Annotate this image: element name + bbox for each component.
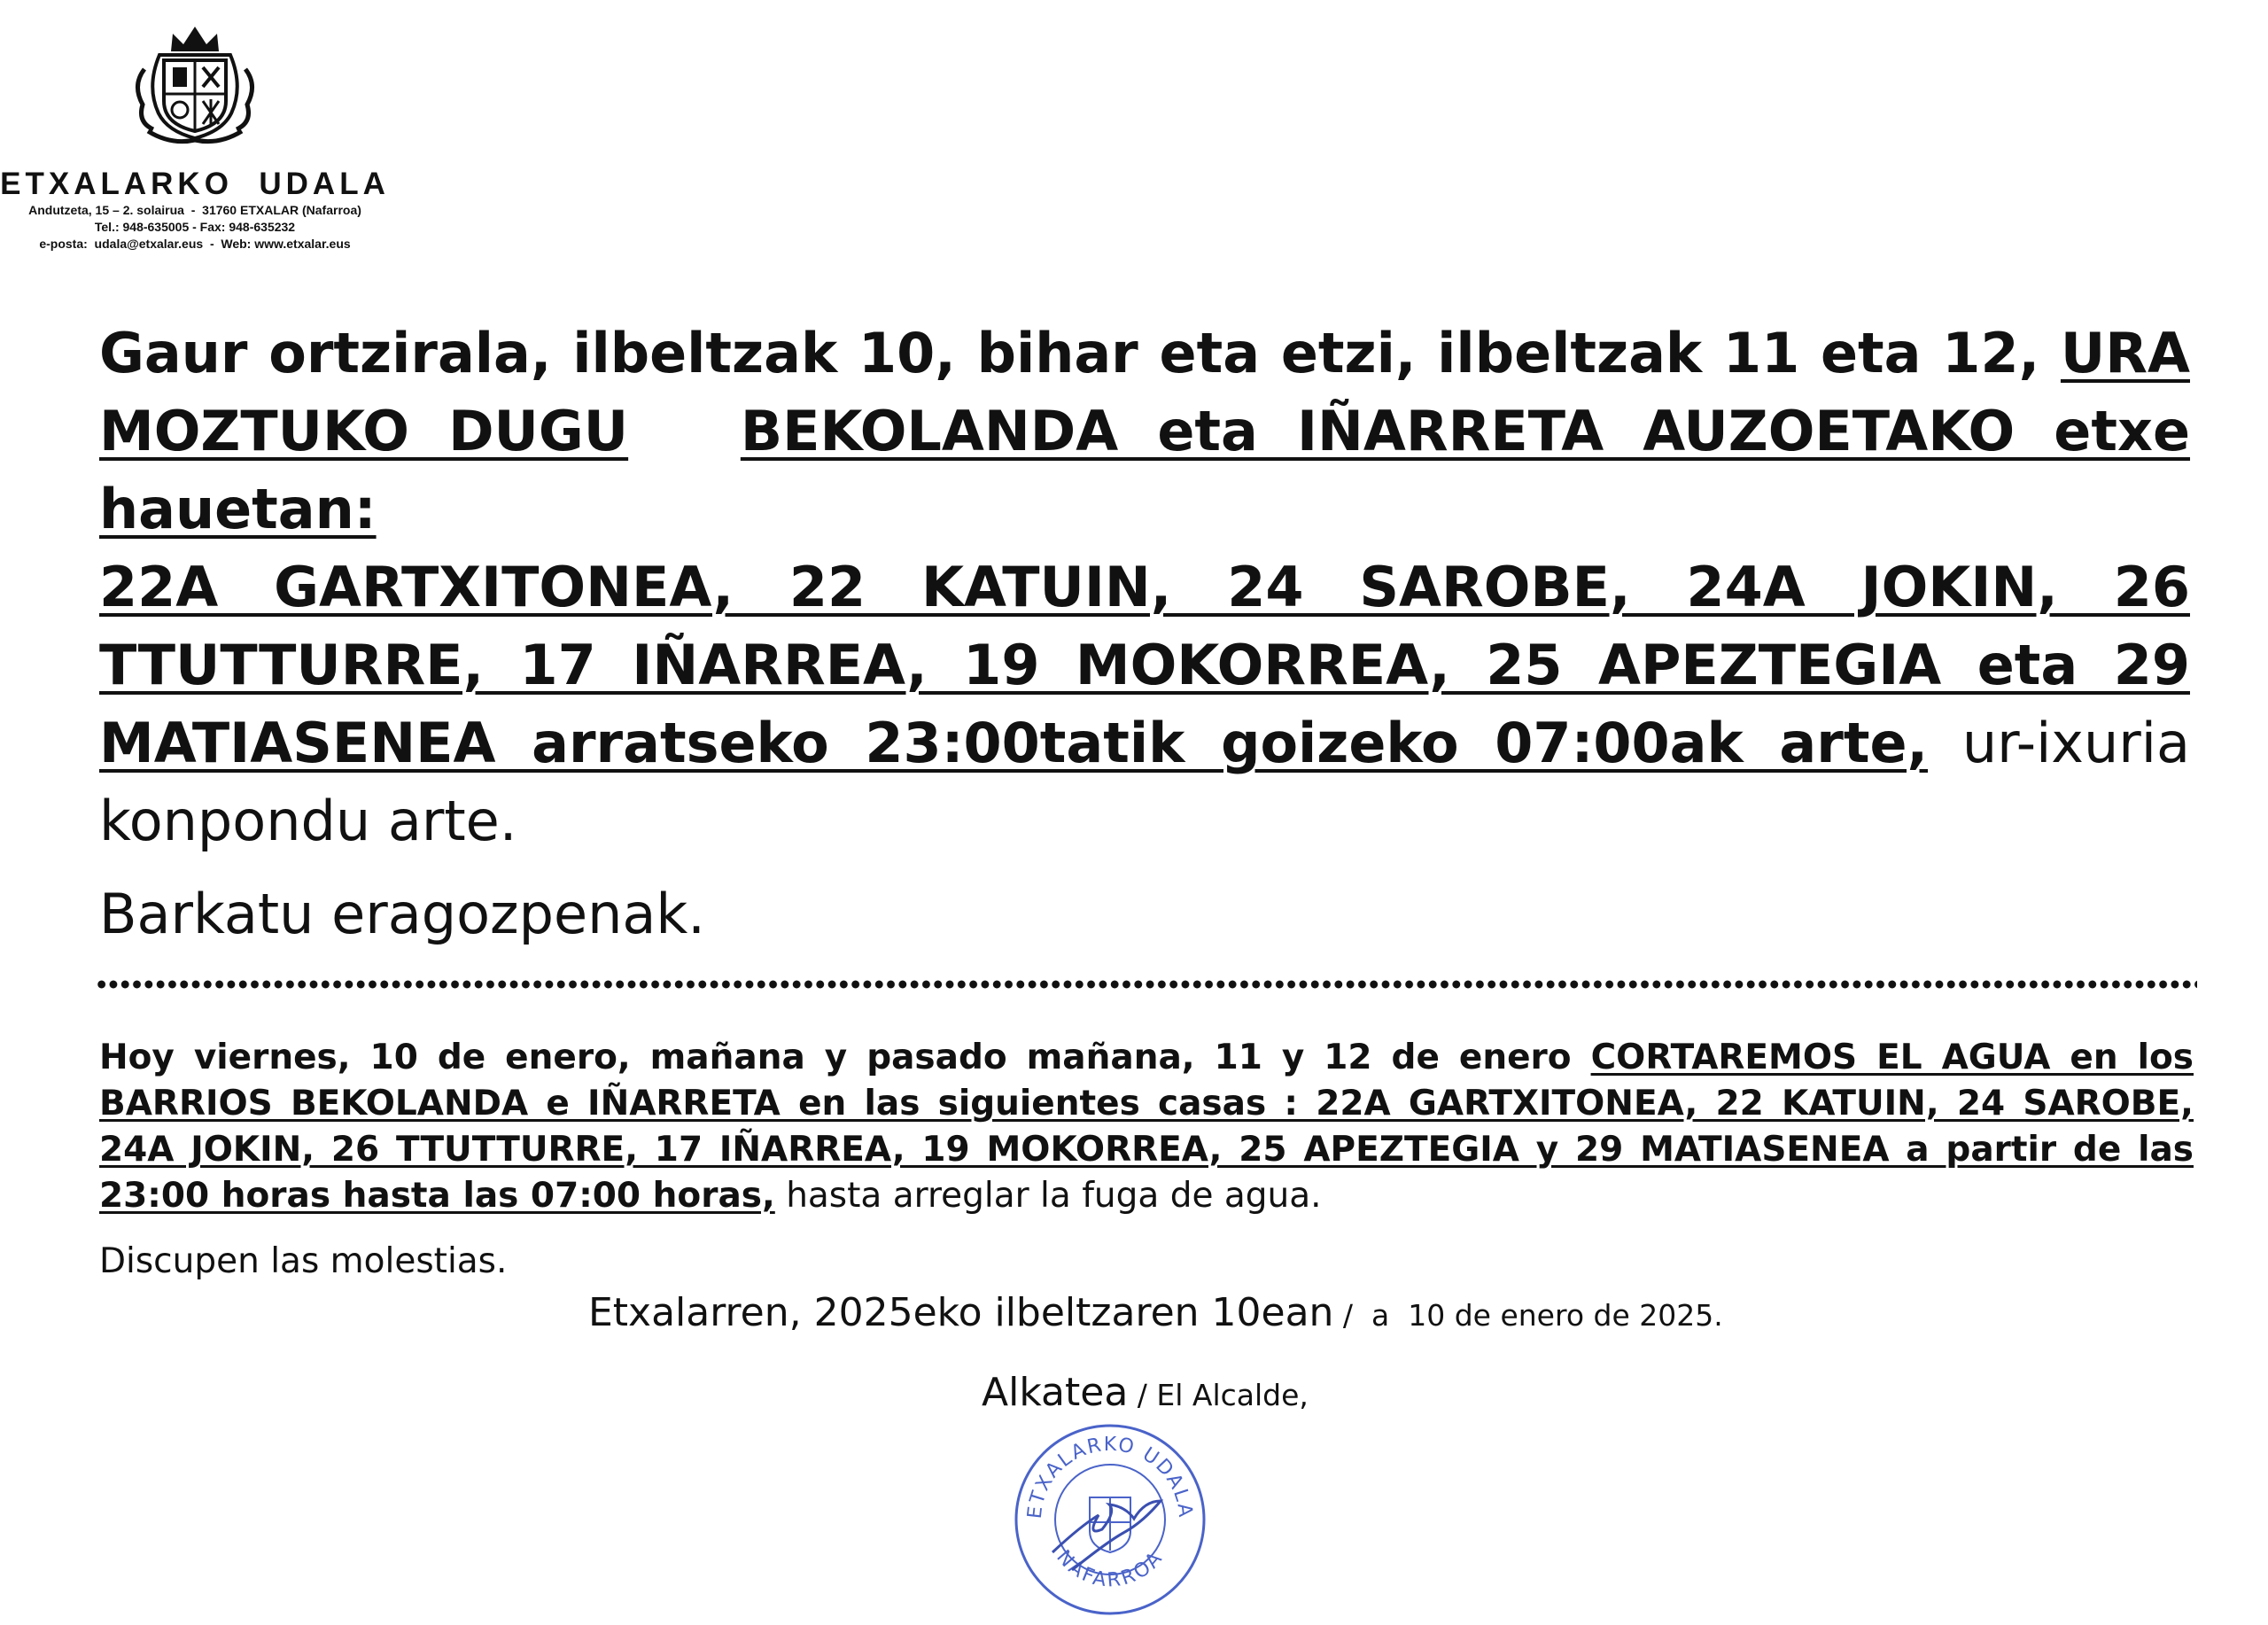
signer-spanish: / El Alcalde,: [1128, 1378, 1309, 1412]
coat-of-arms-icon: [128, 16, 261, 149]
date-line: [588, 1287, 1723, 1342]
spanish-cut-notice: CORTAREMOS EL AGUA en los BARRIOS BEKOLANDA e IÑARRETA en las siguientes casas : 22A GARTXITONEA, 22 KATUIN, 24 SAROBE, 24A JOKIN, 26 TTUTTURRE, 17 IÑARREA, 19 MOKORREA, 25 APEZTEGIA y 29 MATIASENEA a partir de las 23:00 horas hasta las 07:00 horas,: [99, 1038, 2194, 1216]
basque-apology: Barkatu eragozpenak.: [99, 882, 705, 946]
basque-reason: ur-ixuria konpondu arte.: [99, 711, 2190, 853]
dotted-divider: [96, 980, 2197, 989]
date-basque: Etxalarren, 2025eko ilbeltzaren 10ean: [588, 1290, 1334, 1335]
stamp-bottom-text: NAFARROA: [1052, 1546, 1169, 1592]
spanish-apology: Discupen las molestias.: [99, 1241, 508, 1281]
org-email-web: e-posta: udala@etxalar.eus - Web: www.etxalar.eus: [39, 237, 351, 251]
official-stamp: [1010, 1419, 1210, 1620]
spanish-intro: Hoy viernes, 10 de enero, mañana y pasado mañana, 11 y 12 de enero: [99, 1038, 1591, 1077]
letterhead: [0, 16, 390, 253]
org-name: ETXALARKO UDALA: [0, 167, 390, 201]
date-spanish: 10 de enero de 2025.: [1408, 1298, 1723, 1333]
basque-houses-and-time: 22A GARTXITONEA, 22 KATUIN, 24 SAROBE, 24A JOKIN, 26 TTUTTURRE, 17 IÑARREA, 19 MOKORREA, 25 APEZTEGIA eta 29 MATIASENEA arratseko 23:00tatik goizeko 07:00ak arte,: [99, 555, 2190, 775]
basque-cut-notice: URA MOZTUKO DUGU: [99, 321, 2190, 463]
spanish-notice: [99, 1035, 2194, 1219]
date-separator: / a: [1333, 1298, 1409, 1333]
org-phone-fax: Tel.: 948-635005 - Fax: 948-635232: [94, 220, 296, 234]
spanish-reason: hasta arreglar la fuga de agua.: [774, 1176, 1322, 1216]
basque-intro: Gaur ortzirala, ilbeltzak 10, bihar eta etzi, ilbeltzak 11 eta 12,: [99, 321, 2061, 385]
stamp-top-text: ETXALARKO UDALA: [1023, 1433, 1197, 1520]
basque-notice: [99, 315, 2190, 860]
signer-basque: Alkatea: [982, 1370, 1129, 1415]
signer-line: [982, 1366, 1309, 1422]
org-address: Andutzeta, 15 – 2. solairua - 31760 ETXALAR (Nafarroa): [28, 203, 361, 217]
basque-neighborhoods: BEKOLANDA eta IÑARRETA AUZOETAKO etxe hauetan:: [99, 399, 2191, 541]
